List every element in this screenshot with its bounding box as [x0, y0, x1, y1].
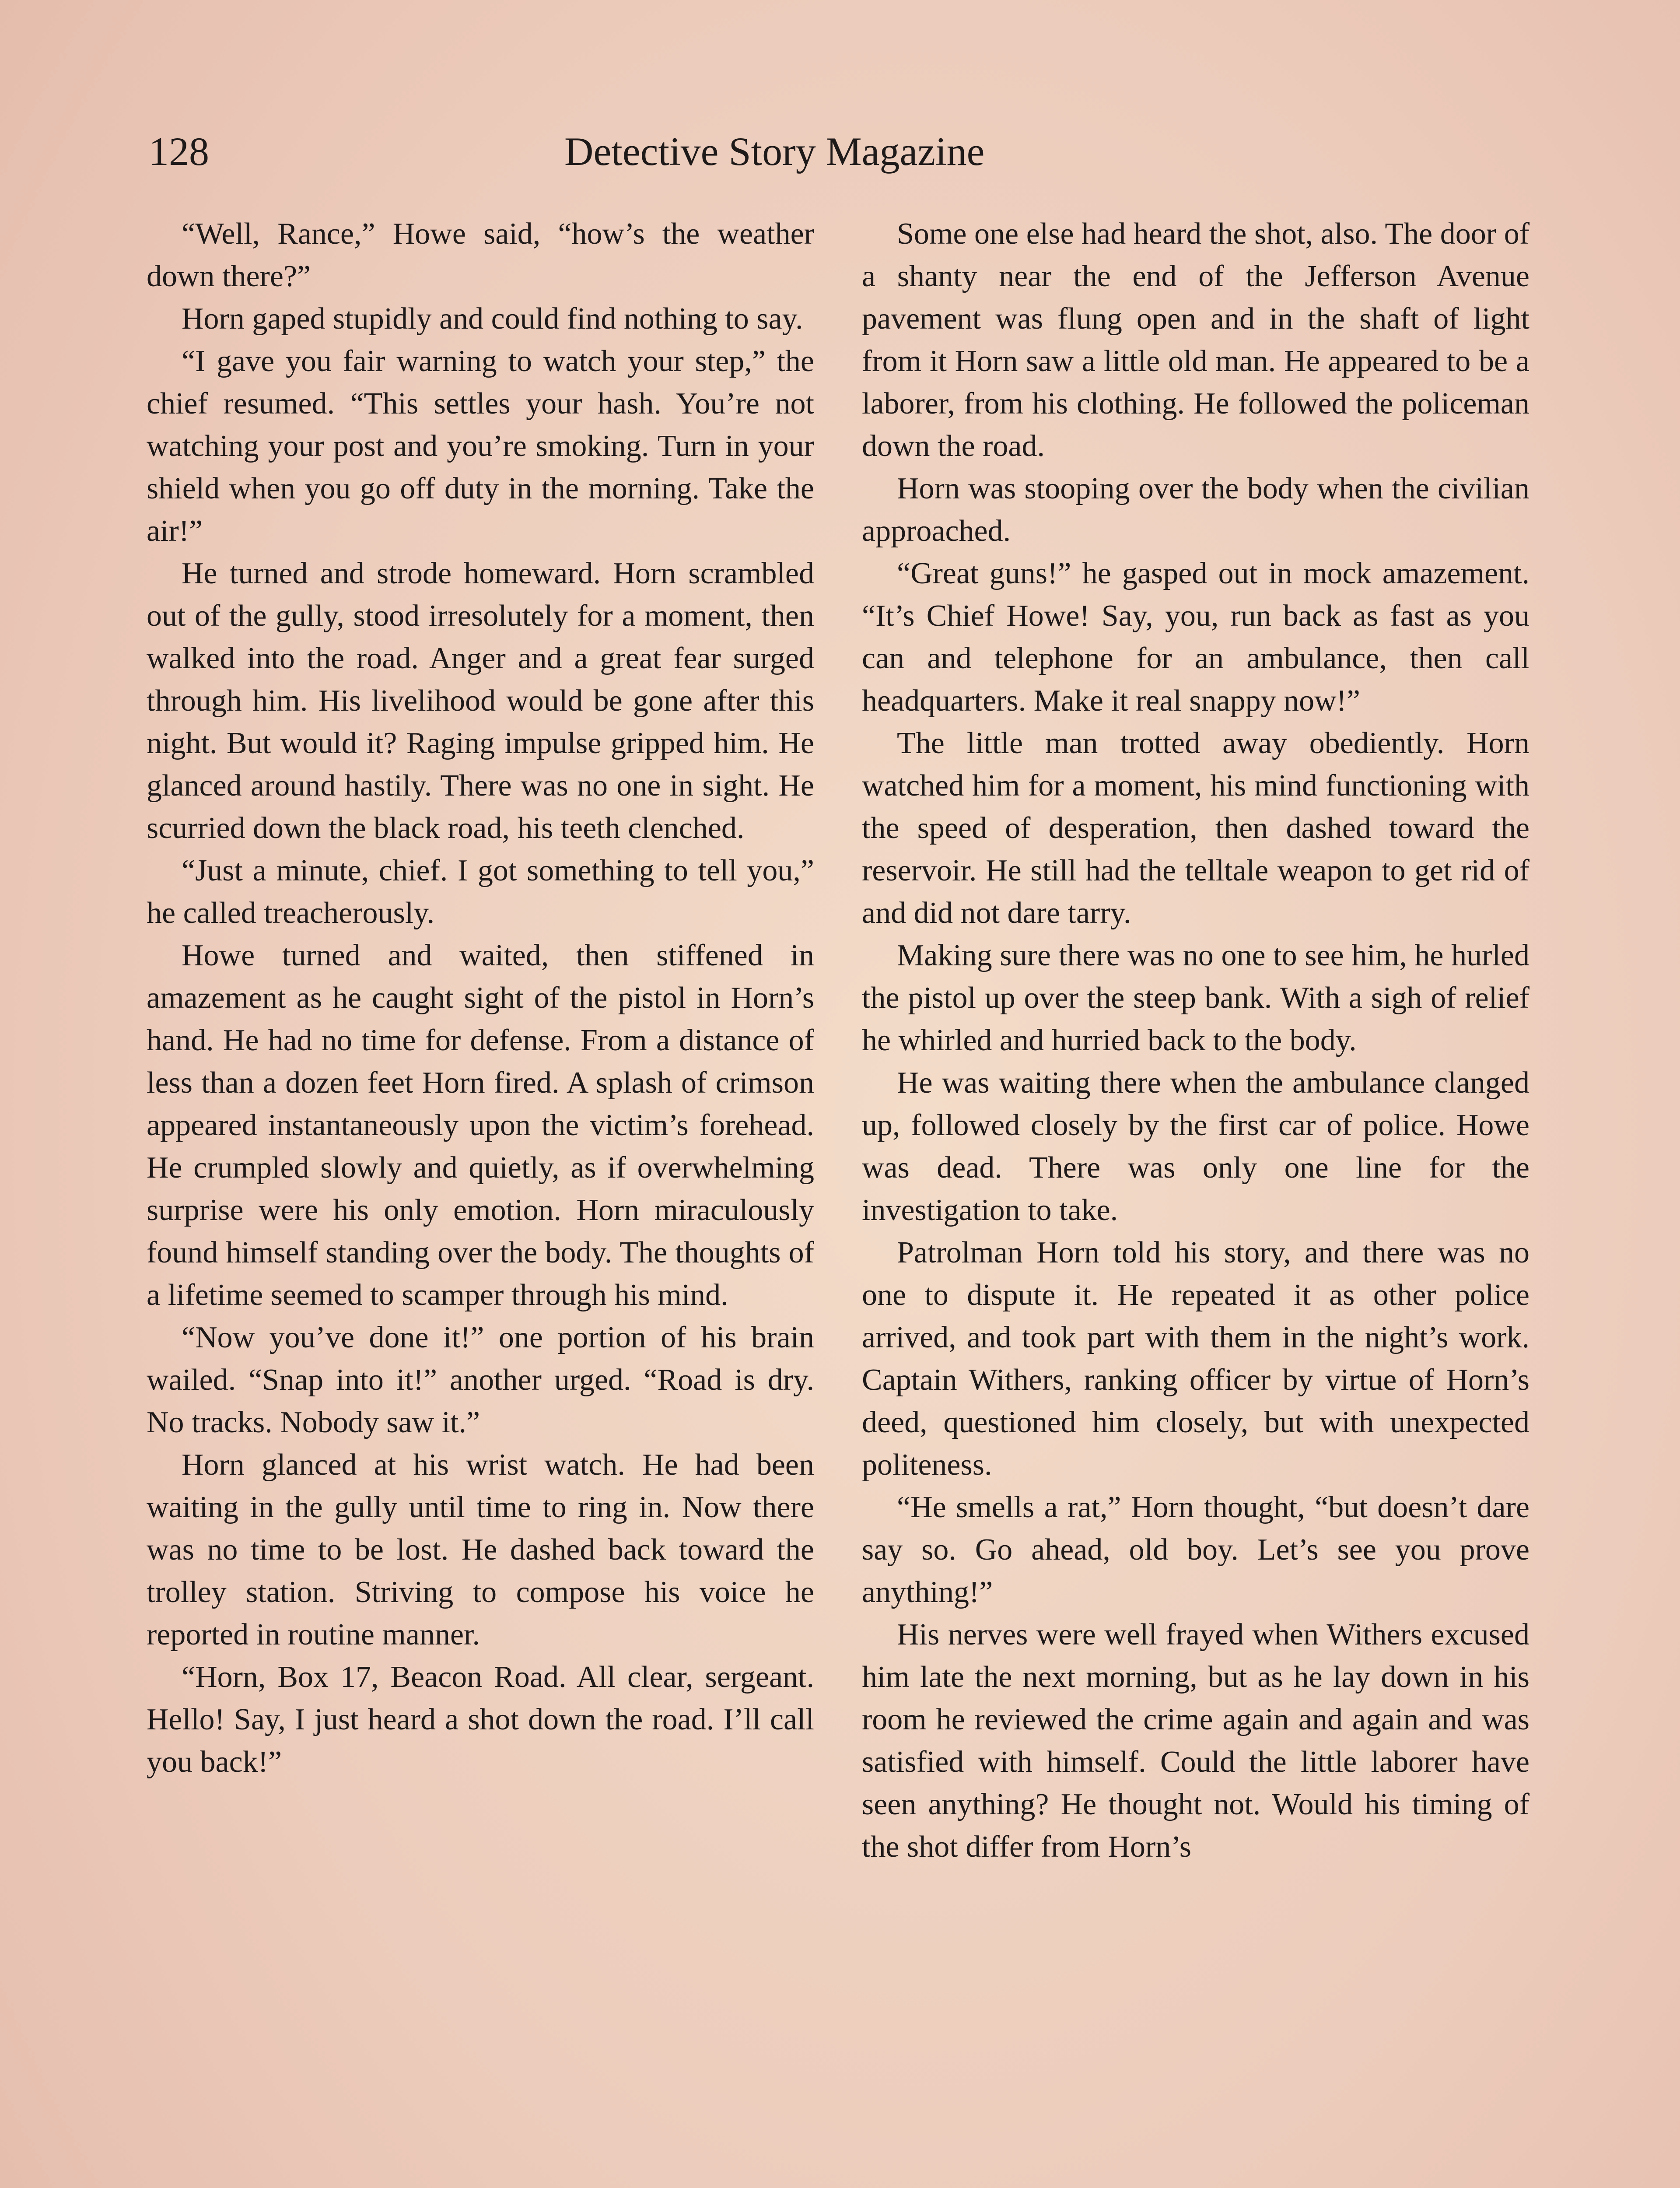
paragraph: His nerves were well frayed when Withers excused him late the next morning, but as he lay down in his room he reviewed the crime again and again and was satisfied with himself. Could the little laborer have seen anything? He thought not. Would his timing of the shot differ from Horn’s	[862, 1618, 1530, 1864]
page-number: 128	[149, 129, 209, 174]
paragraph: “Great guns!” he gasped out in mock amazement. “It’s Chief Howe! Say, you, run back as fast as you can and telephone for an ambulance, then call headquarters. Make it real snappy now!”	[862, 557, 1530, 718]
paragraph: Some one else had heard the shot, also. The door of a shanty near the end of the Jefferson Avenue pavement was flung open and in the shaft of light from it Horn saw a little old man. He appeared to be a laborer, from his clothing. He followed the policeman down the road.	[862, 217, 1530, 463]
paragraph: He turned and strode homeward. Horn scrambled out of the gully, stood irresolutely for a moment, then walked into the road. Anger and a great fear surged through him. His livelihood would be gone after this night. But would it? Raging impulse gripped him. He glanced around hastily. There was no one in sight. He scurried down the black road, his teeth clenched.	[147, 557, 814, 845]
text-column-right	[862, 213, 1530, 1868]
paragraph: “Horn, Box 17, Beacon Road. All clear, sergeant. Hello! Say, I just heard a shot down the road. I’ll call you back!”	[147, 1660, 814, 1779]
paragraph: “I gave you fair warning to watch your step,” the chief resumed. “This settles your hash. You’re not watching your post and you’re smoking. Turn in your shield when you go off duty in the morning. Take the air!”	[147, 344, 814, 548]
page-header	[149, 131, 1129, 184]
paragraph: Horn glanced at his wrist watch. He had been waiting in the gully until time to ring in. Now there was no time to be lost. He dashed back toward the trolley station. Striving to compose his voice he reported in routine manner.	[147, 1448, 814, 1652]
paragraph: He was waiting there when the ambulance clanged up, followed closely by the first car of police. Howe was dead. There was only one line for the investigation to take.	[862, 1066, 1530, 1227]
magazine-title: Detective Story Magazine	[564, 129, 985, 174]
paragraph: “He smells a rat,” Horn thought, “but doesn’t dare say so. Go ahead, old boy. Let’s see you prove anything!”	[862, 1490, 1530, 1609]
paragraph: “Well, Rance,” Howe said, “how’s the weather down there?”	[147, 217, 814, 293]
paragraph: Horn was stooping over the body when the civilian approached.	[862, 472, 1530, 548]
paragraph: “Just a minute, chief. I got something to tell you,” he called treacherously.	[147, 854, 814, 930]
paragraph: The little man trotted away obediently. Horn watched him for a moment, his mind functioning with the speed of desperation, then dashed toward the reservoir. He still had the telltale weapon to get rid of and did not dare tarry.	[862, 726, 1530, 930]
text-column-left	[147, 213, 814, 1783]
paragraph: Howe turned and waited, then stiffened in amazement as he caught sight of the pistol in Horn’s hand. He had no time for defense. From a distance of less than a dozen feet Horn fired. A splash of crimson appeared instantaneously upon the victim’s forehead. He crumpled slowly and quietly, as if overwhelming surprise were his only emotion. Horn miraculously found himself standing over the body. The thoughts of a lifetime seemed to scamper through his mind.	[147, 939, 814, 1312]
paragraph: “Now you’ve done it!” one portion of his brain wailed. “Snap into it!” another urged. “Road is dry. No tracks. Nobody saw it.”	[147, 1321, 814, 1439]
paragraph: Making sure there was no one to see him, he hurled the pistol up over the steep bank. With a sigh of relief he whirled and hurried back to the body.	[862, 939, 1530, 1057]
paragraph: Horn gaped stupidly and could find nothing to say.	[182, 302, 803, 336]
paragraph: Patrolman Horn told his story, and there was no one to dispute it. He repeated it as other police arrived, and took part with them in the night’s work. Captain Withers, ranking officer by virtue of Horn’s deed, questioned him closely, but with unexpected politeness.	[862, 1236, 1530, 1482]
